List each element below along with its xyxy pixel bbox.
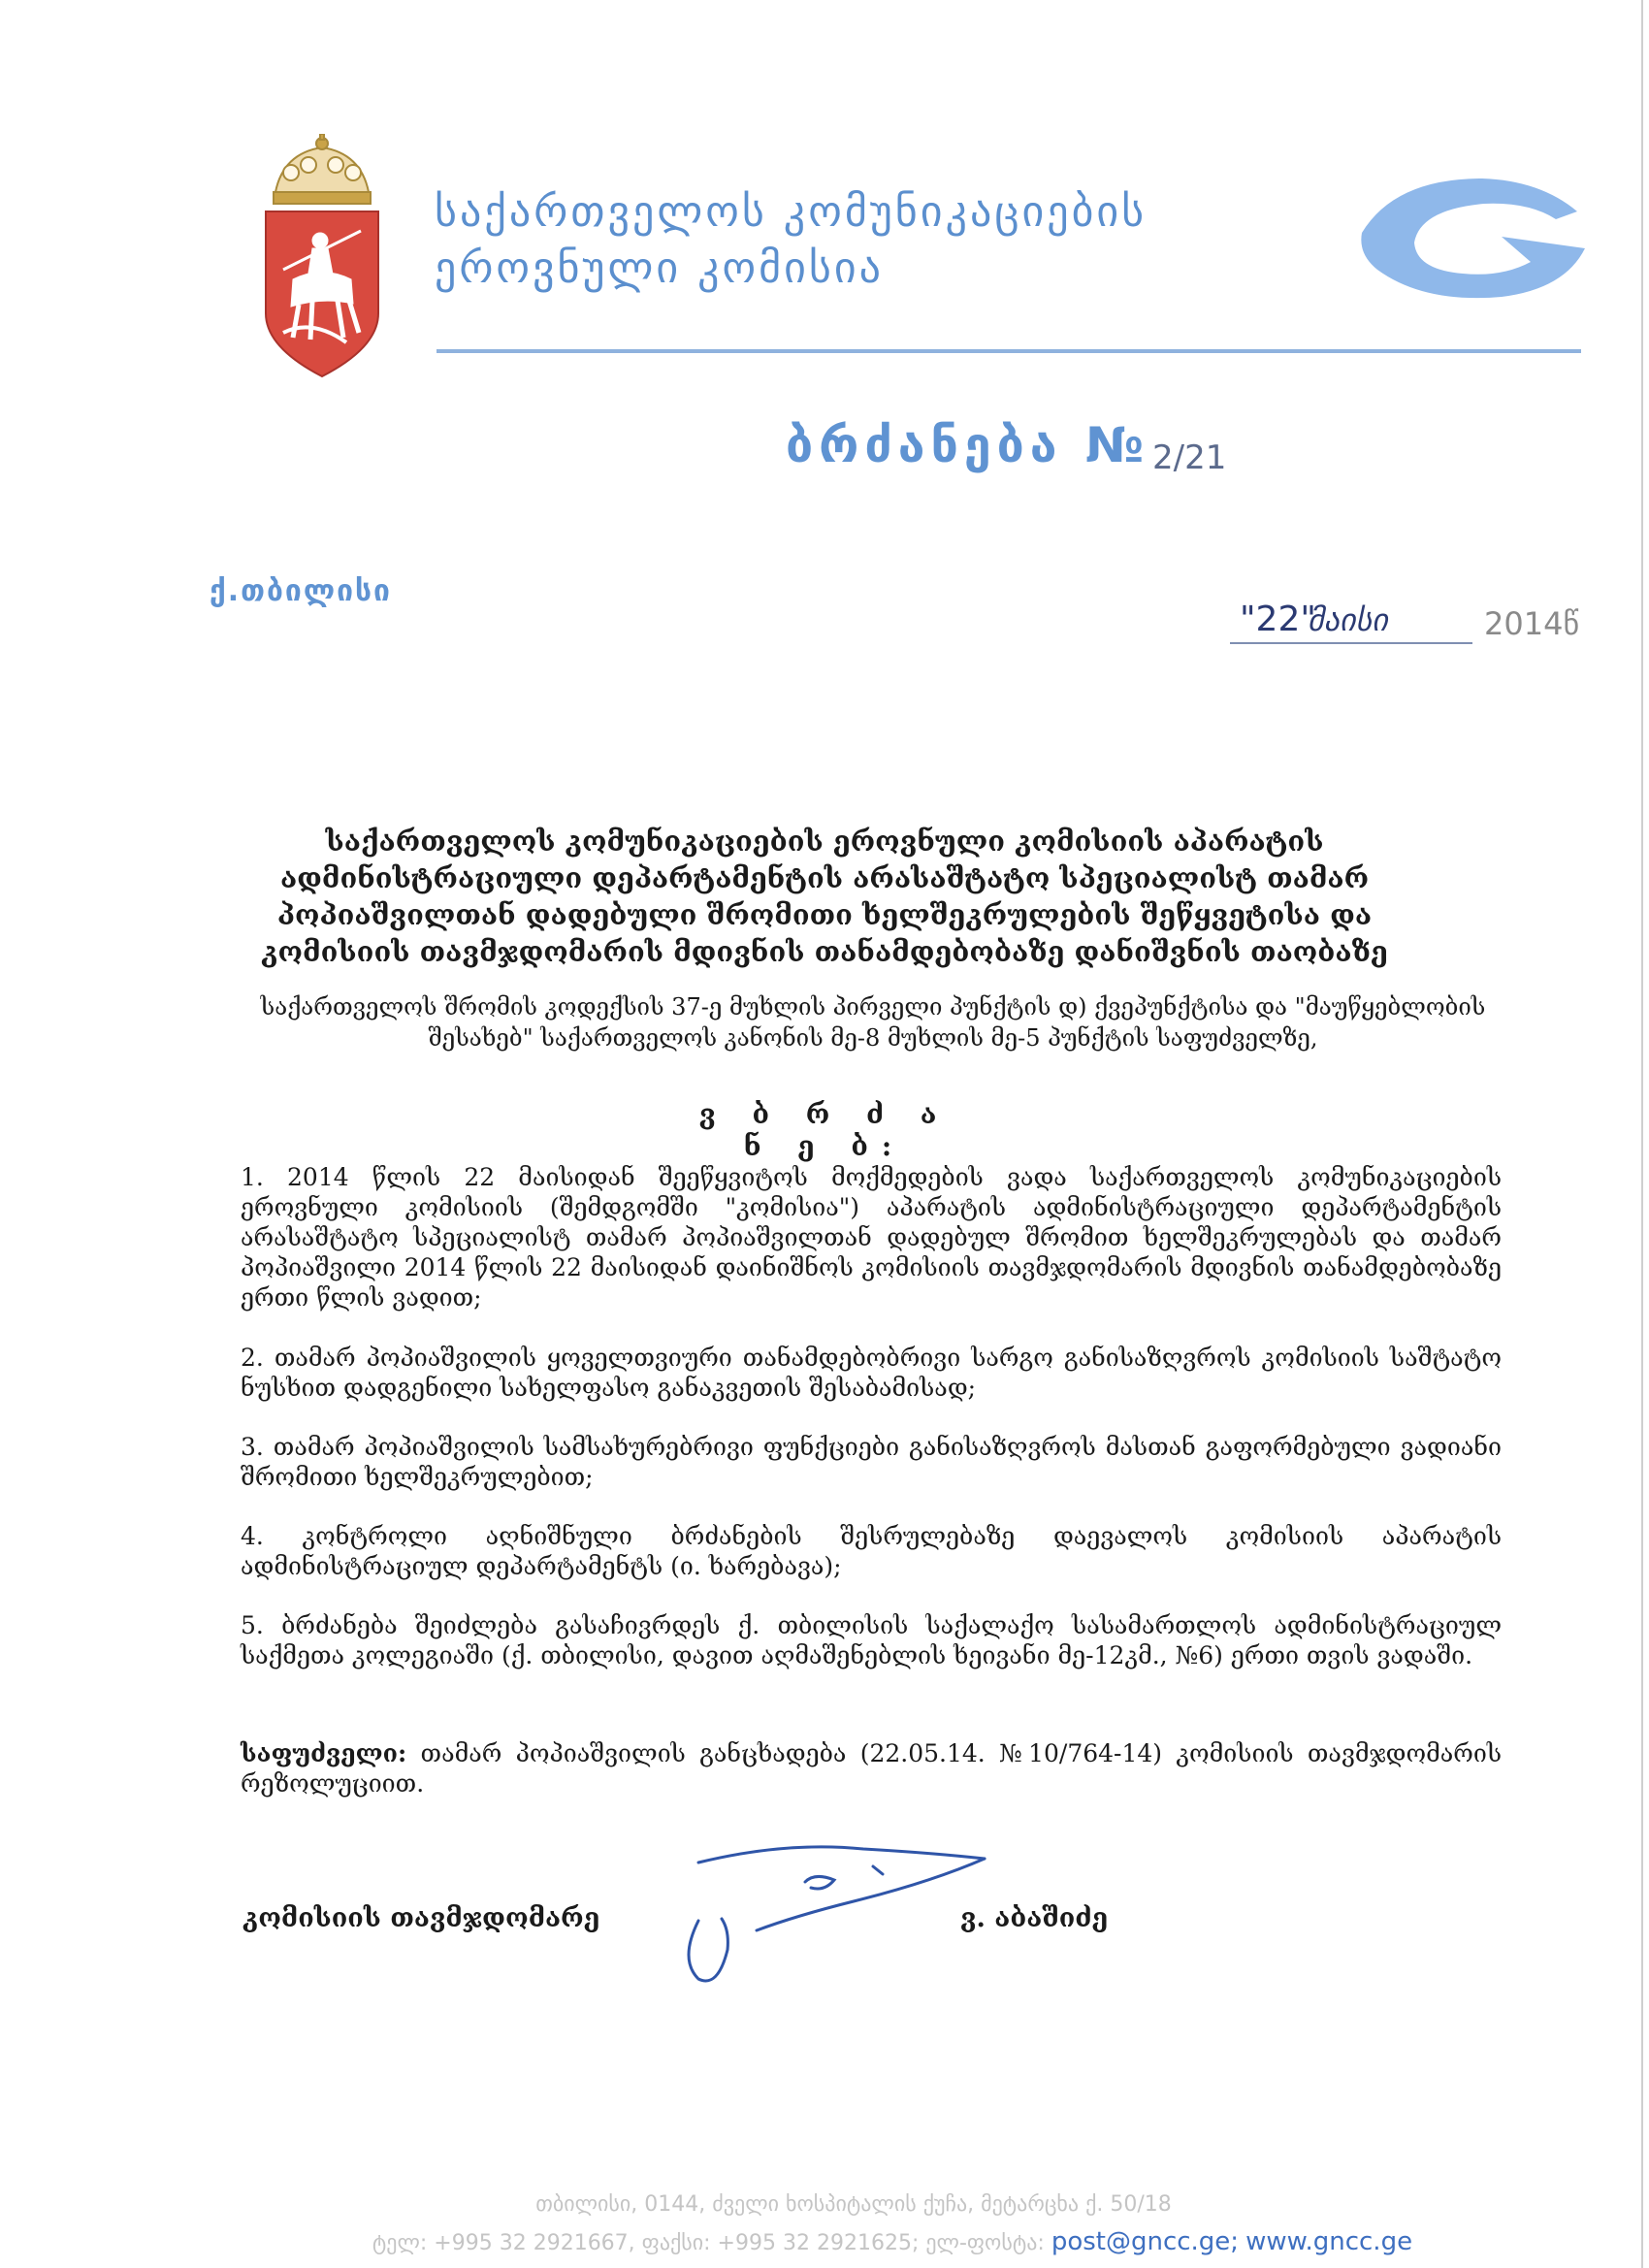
footer-address: თბილისი, 0144, ძველი ხოსპიტალის ქუჩა, მეტარცხა ქ. 50/18	[535, 2192, 1172, 2217]
order-date	[1230, 599, 1579, 648]
order-item-1: 1. 2014 წლის 22 მაისიდან შეეწყვიტოს მოქმედების ვადა საქართველოს კომუნიკაციების ეროვნული კომისიის (შემდგომში "კომისია") აპარატის ადმინისტრაციული დეპარტამენტის არასაშტატო სპეციალისტ თამარ პოპიაშვილთან დადებულ შრომით ხელშეკრულებას და თამარ პოპიაშვილი 2014 წლის 22 მაისიდან დაინიშნოს კომისიის თავმჯდომარის მდივნის თანამდებობაზე ერთი წლის ვადით;	[241, 1163, 1502, 1312]
coat-of-arms-emblem	[254, 134, 390, 381]
scan-edge	[1641, 0, 1643, 2268]
footer-phone: ტელ: +995 32 2921667, ფაქსი: +995 32 2921625;	[372, 2231, 920, 2255]
footer-contacts	[281, 2227, 1504, 2256]
header-divider	[436, 349, 1581, 353]
organization-name	[435, 184, 1327, 297]
place-label: ქ.თბილისი	[210, 574, 392, 608]
order-number: 2/21	[1152, 438, 1227, 477]
order-heading: საქართველოს კომუნიკაციების ეროვნული კომისიის აპარატის ადმინისტრაციული დეპარტამენტის არასაშტატო სპეციალისტ თამარ პოპიაშვილთან დადებული შრომითი ხელშეკრულების შეწყვეტისა და კომისიის თავმჯდომარის მდივნის თანამდებობაზე დანიშვნის თაობაზე	[261, 825, 1388, 968]
gncc-logo	[1356, 173, 1589, 318]
basis-paragraph	[241, 1738, 1502, 1798]
order-item-5: 5. ბრძანება შეიძლება გასაჩივრდეს ქ. თბილისის საქალაქო სასამართლოს ადმინისტრაციულ საქმეთა კოლეგიაში (ქ. თბილისი, დავით აღმაშენებლის ხეივანი მე-12კმ., №6) ერთი თვის ვადაში.	[241, 1611, 1502, 1669]
footer-email-link[interactable]: post@gncc.ge;	[1051, 2227, 1240, 2256]
crown-icon	[274, 134, 371, 204]
date-underline	[1230, 642, 1472, 644]
preamble: საქართველოს შრომის კოდექსის 37-ე მუხლის პირველი პუნქტის დ) ქვეპუნქტისა და "მაუწყებლობის შესახებ" საქართველოს კანონის მე-8 მუხლის მე-5 პუნქტის საფუძველზე,	[260, 993, 1486, 1052]
order-item-4: 4. კონტროლი აღნიშნული ბრძანების შესრულებაზე დაევალოს კომისიის აპარატის ადმინისტრაციულ დეპარტამენტს (ი. ხარებავა);	[241, 1522, 1502, 1580]
logo-g-icon	[1361, 178, 1585, 298]
signatory-title: კომისიის თავმჯდომარე	[242, 1903, 600, 1933]
signatory-name: ვ. აბაშიძე	[960, 1903, 1109, 1933]
footer-site-link[interactable]: www.gncc.ge	[1245, 2227, 1413, 2256]
order-item-3: 3. თამარ პოპიაშვილის სამსახურებრივი ფუნქციები განისაზღვროს მასთან გაფორმებული ვადიანი შრომითი ხელშეკრულებით;	[241, 1433, 1502, 1491]
order-item-2: 2. თამარ პოპიაშვილის ყოველთვიური თანამდებობრივი სარგო განისაზღვროს კომისიის საშტატო ნუსხით დადგენილი სახელფასო განაკვეთის შესაბამისად;	[241, 1344, 1502, 1402]
footer-email-label: ელ-ფოსტა:	[925, 2231, 1045, 2255]
organization-name-line2: ეროვნული კომისია	[435, 243, 884, 293]
basis-label: საფუძველი:	[241, 1739, 407, 1767]
date-year: 2014წ	[1484, 605, 1579, 642]
date-day: "22"	[1240, 599, 1316, 639]
organization-name-line1: საქართველოს კომუნიკაციების	[435, 187, 1148, 237]
order-title: ბრძანება №	[786, 417, 1150, 473]
date-month: მაისი	[1308, 601, 1388, 638]
basis-text: თამარ პოპიაშვილის განცხადება (22.05.14. №10/764-14) კომისიის თავმჯდომარის რეზოლუციით.	[241, 1739, 1502, 1798]
decree-word: ვ ბ რ ძ ა ნ ე ბ:	[698, 1098, 951, 1162]
